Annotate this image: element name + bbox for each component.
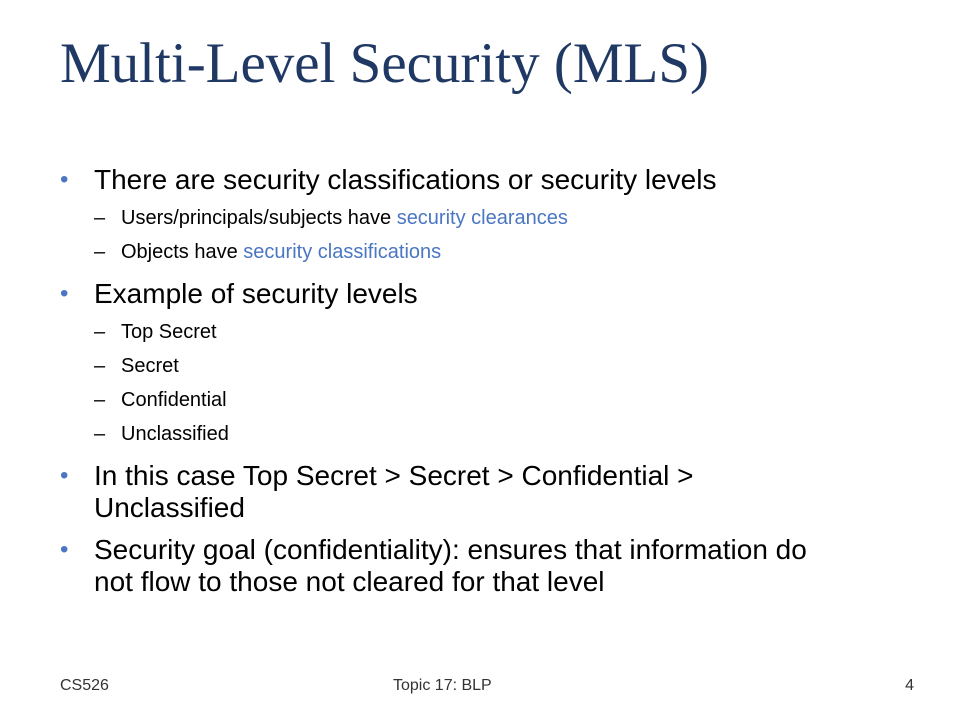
subitem-text: Objects have xyxy=(121,241,244,263)
dash-icon: – xyxy=(94,389,106,411)
subitem-secret xyxy=(60,354,920,378)
bullet-text: Example of security levels xyxy=(94,278,418,309)
bullet-text: There are security classifications or security levels xyxy=(94,164,717,195)
subitem-text: Top Secret xyxy=(121,321,217,343)
subitem-text: Unclassified xyxy=(121,423,229,445)
bullet-ordering xyxy=(60,460,920,524)
subitem-unclassified xyxy=(60,422,920,446)
bullet-text-line-2: not flow to those not cleared for that level xyxy=(94,566,605,597)
highlight-term: security classifications xyxy=(243,241,442,263)
footer-course: CS526 xyxy=(60,677,109,694)
subitem-text: Secret xyxy=(121,355,179,377)
subitem-confidential xyxy=(60,388,920,412)
bullet-icon: • xyxy=(60,462,69,489)
bullet-text-line-1: In this case Top Secret > Secret > Confidential > xyxy=(94,460,694,491)
bullet-text-line-2: Unclassified xyxy=(94,492,245,523)
slide-footer xyxy=(0,677,960,701)
bullet-icon: • xyxy=(60,280,69,307)
subitem-clearances xyxy=(60,206,920,230)
subitem-text: Users/principals/subjects have xyxy=(121,207,397,229)
highlight-term: security clearances xyxy=(396,207,568,229)
dash-icon: – xyxy=(94,241,106,263)
bullet-text-line-1: Security goal (confidentiality): ensures that information do xyxy=(94,534,807,565)
bullet-icon: • xyxy=(60,536,69,563)
slide-title: Multi-Level Security (MLS) xyxy=(60,32,710,95)
dash-icon: – xyxy=(94,355,106,377)
dash-icon: – xyxy=(94,423,106,445)
footer-page-number: 4 xyxy=(905,677,914,694)
subitem-text: Confidential xyxy=(121,389,227,411)
slide-body xyxy=(60,164,920,608)
bullet-security-levels xyxy=(60,164,920,196)
bullet-security-goal xyxy=(60,534,920,598)
dash-icon: – xyxy=(94,321,106,343)
footer-topic: Topic 17: BLP xyxy=(393,677,492,694)
bullet-example-levels xyxy=(60,278,920,310)
bullet-icon: • xyxy=(60,166,69,193)
subitem-classifications xyxy=(60,240,920,264)
dash-icon: – xyxy=(94,207,106,229)
subitem-top-secret xyxy=(60,320,920,344)
